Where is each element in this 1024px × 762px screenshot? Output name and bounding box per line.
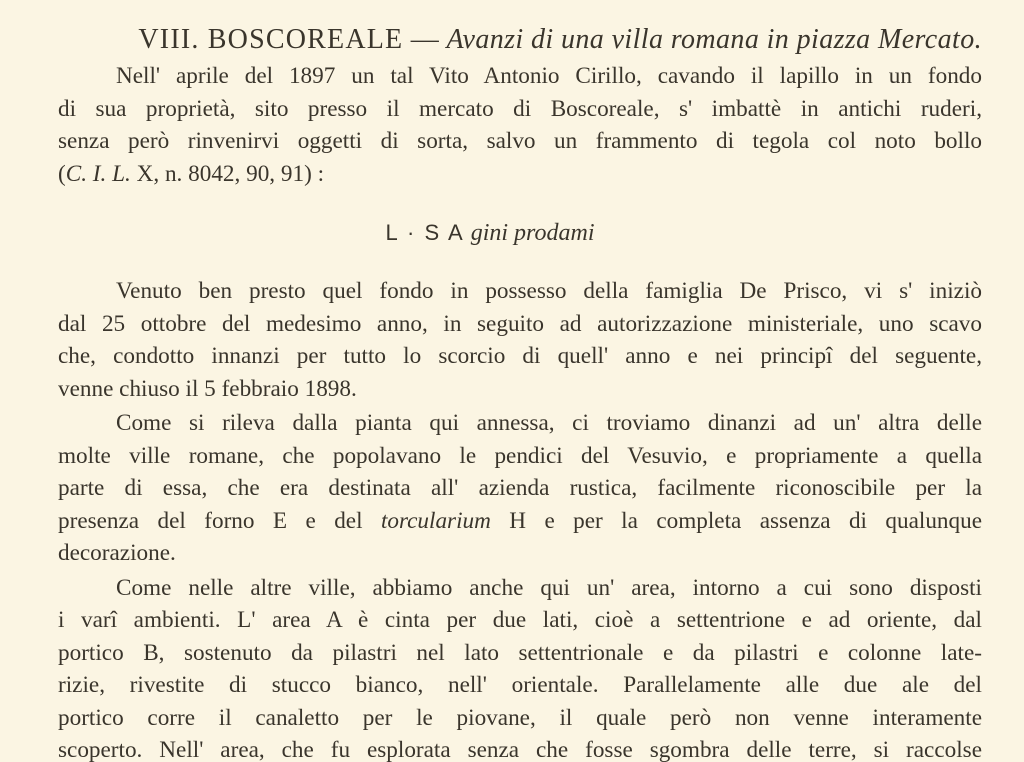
text-line: Come nelle altre ville, abbiamo anche qui un' area, intorno a cui sono disposti (116, 574, 982, 601)
heading-dash: — (403, 24, 447, 55)
text-line: venne chiuso il 5 febbraio 1898. (58, 375, 357, 402)
text-line: rizie, rivestite di stucco bianco, nell' orientale. Parallelamente alle due ale del (58, 672, 982, 698)
text-line: parte di essa, che era destinata all' azienda rustica, facilmente riconoscibile per la (58, 475, 982, 501)
citation-ref: X, n. 8042, 90, 91) : (130, 160, 325, 187)
paragraph-3 (58, 407, 982, 570)
text-fragment: H e per la completa assenza di qualunque (490, 507, 982, 534)
paragraph-2 (58, 275, 982, 405)
text-line: senza però rinvenirvi oggetti di sorta, salvo un frammento di tegola col noto bollo (58, 128, 982, 154)
text-line: i varî ambienti. L' area A è cinta per due lati, cioè a settentrione e ad oriente, dal (58, 607, 982, 633)
text-line (58, 158, 982, 191)
stamp-capitals: L · S A (385, 220, 465, 245)
citation-cil: C. I. L. (65, 160, 131, 187)
stamp-italic-text: gini prodami (470, 220, 595, 246)
torcularium-term: torcularium (380, 507, 491, 534)
text-line: portico B, sostenuto da pilastri nel lato settentrionale e da pilastri e colonne late- (58, 639, 982, 666)
text-line: Nell' aprile del 1897 un tal Vito Antonio Cirillo, cavando il lapillo in un fondo (116, 63, 982, 89)
text-line: scoperto. Nell' area, che fu esplorata senza che fosse sgombra delle terre, si raccolse (58, 737, 982, 762)
text-line: decorazione. (58, 540, 176, 566)
text-line: dal 25 ottobre del medesimo anno, in seguito ad autorizzazione ministeriale, uno scavo (58, 310, 982, 337)
text-fragment: presenza del forno E e del (58, 507, 381, 534)
section-title: VIII. BOSCOREALE (138, 24, 404, 55)
section-heading (58, 22, 982, 58)
text-line: che, condotto innanzi per tutto lo scorcio di quell' anno e nei principî del seguente, (58, 343, 982, 369)
section-subtitle: Avanzi di una villa romana in piazza Mercato. (446, 24, 982, 55)
paragraph-1 (58, 60, 982, 190)
text-line: Come si rileva dalla pianta qui annessa, ci troviamo dinanzi ad un' altra delle (116, 410, 982, 436)
text-line: portico corre il canaletto per le piovane, il quale però non venne interamente (58, 704, 982, 731)
text-line: di sua proprietà, sito presso il mercato di Boscoreale, s' imbattè in antichi ruderi, (58, 95, 982, 122)
text-line: Venuto ben presto quel fondo in possesso della famiglia De Prisco, vi s' iniziò (116, 278, 982, 304)
citation-open: ( (58, 160, 66, 187)
text-line: molte ville romane, che popolavano le pendici del Vesuvio, e propriamente a quella (58, 442, 982, 469)
paragraph-4 (58, 572, 982, 762)
tile-stamp-inscription (58, 217, 982, 249)
text-line (58, 505, 982, 538)
